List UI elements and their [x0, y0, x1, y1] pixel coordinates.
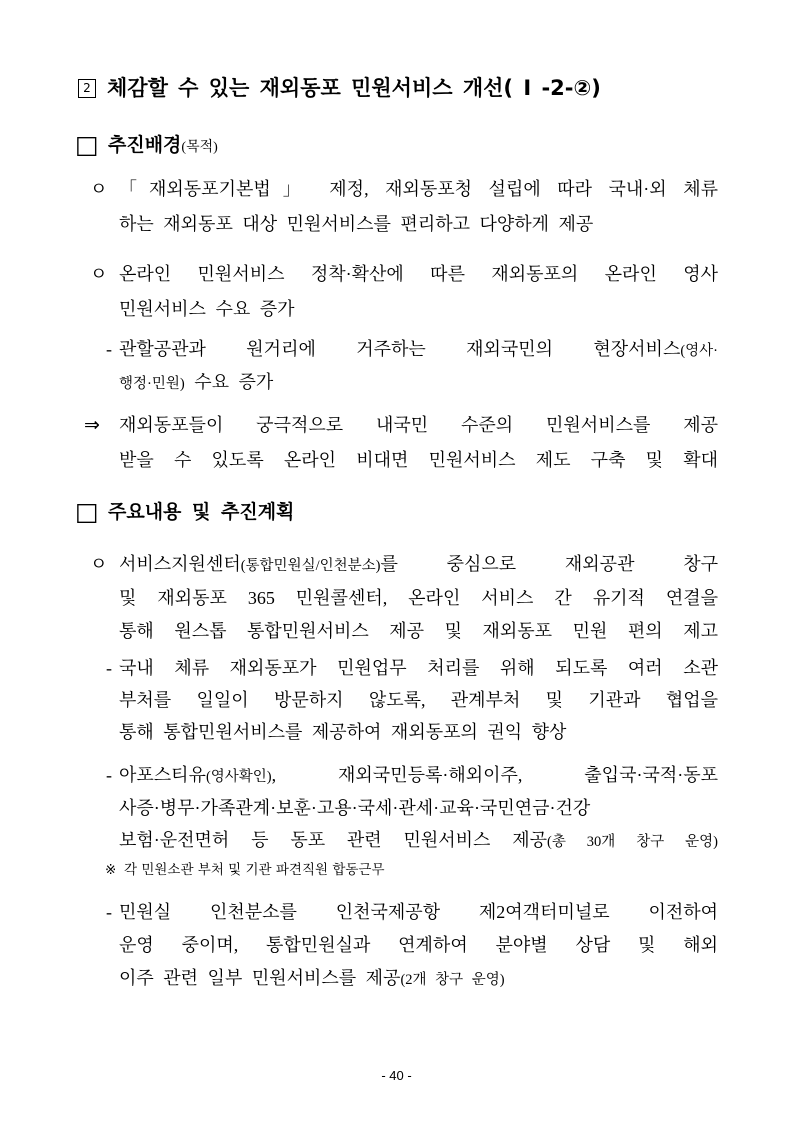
line-text: 아포스티유: [119, 765, 206, 785]
dash-bullet-icon: -: [106, 902, 112, 922]
line-text: 를 중심으로 재외공관 창구: [380, 554, 718, 574]
paragraph-line: 사증·병무·가족관계·보훈·고용·국세·관세·교육·국민연금·건강: [119, 797, 591, 818]
heading-title: 추진배경: [108, 134, 182, 156]
heading-title: 주요내용 및 추진계획: [108, 501, 295, 523]
line-note: (2개 창구 운영): [400, 972, 505, 988]
section-title: 체감할 수 있는 재외동포 민원서비스 개선( Ⅰ -2-②): [107, 76, 601, 100]
bullet-item: [0, 172, 793, 242]
dash-bullet-icon: -: [106, 765, 112, 785]
line-text: 관할공관과 원거리에 거주하는 재외국민의 현장서비스: [119, 339, 681, 359]
bullet-item: [0, 548, 793, 649]
line-text: 수요 증가: [184, 372, 274, 392]
dash-item: [0, 759, 793, 857]
reference-mark-icon: ※: [105, 862, 117, 878]
paragraph-line: [119, 759, 718, 792]
remark-note: [0, 858, 793, 882]
paragraph-line: 재외동포들이 궁극적으로 내국민 수준의 민원서비스를 제공: [119, 415, 718, 435]
circle-bullet-icon: ㅇ: [90, 179, 108, 199]
paragraph-line: 운영 중이며, 통합민원실과 연계하여 분야별 상담 및 해외: [119, 935, 718, 955]
section-number-box: 2: [78, 79, 96, 98]
paragraph-line: 국내 체류 재외동포가 민원업무 처리를 위해 되도록 여러 소관: [119, 658, 718, 678]
page-number: - 40 -: [381, 1068, 412, 1083]
remark-text: 각 민원소관 부처 및 기관 파견직원 합동근무: [124, 862, 385, 878]
paragraph-line: 민원서비스 수요 증가: [119, 299, 295, 319]
line-note: (통합민원실/인천분소): [240, 558, 381, 574]
line-text: , 재외국민등록·해외이주, 출입국·국적·동포: [271, 765, 718, 785]
line-note: (영사확인): [205, 769, 272, 785]
circle-bullet-icon: ㅇ: [90, 554, 108, 574]
conclusion-item: [0, 408, 793, 478]
paragraph-line: 「재외동포기본법」 제정, 재외동포청 설립에 따라 국내·외 체류: [119, 179, 718, 199]
line-text: 보험·운전면허 등 동포 관련 민원서비스 제공: [119, 830, 547, 850]
line-text: 이주 관련 일부 민원서비스를 제공: [119, 968, 401, 988]
heading-note: (목적): [181, 140, 218, 155]
paragraph-line: [119, 366, 718, 399]
paragraph-line: [119, 824, 718, 857]
paragraph-line: 및 재외동포 365 민원콜센터, 온라인 서비스 간 유기적 연결을: [119, 587, 718, 608]
paragraph-line: [119, 333, 718, 366]
paragraph-line: 부처를 일일이 방문하지 않도록, 관계부처 및 기관과 협업을: [119, 690, 718, 710]
dash-item: [0, 652, 793, 748]
circle-bullet-icon: ㅇ: [90, 264, 108, 284]
dash-bullet-icon: -: [106, 339, 112, 359]
line-note: (영사·: [680, 343, 718, 359]
line-text: 서비스지원센터: [119, 554, 241, 574]
paragraph-line: 받을 수 있도록 온라인 비대면 민원서비스 제도 구축 및 확대: [119, 450, 718, 470]
heading-plan: [0, 496, 793, 528]
bullet-item: [0, 257, 793, 327]
paragraph-line: 통해 통합민원서비스를 제공하여 재외동포의 권익 향상: [119, 722, 567, 742]
implies-arrow-icon: ⇒: [84, 414, 100, 436]
paragraph-line: 하는 재외동포 대상 민원서비스를 편리하고 다양하게 제공: [119, 214, 594, 234]
section-title-row: [0, 72, 793, 104]
heading-background: [0, 129, 793, 161]
dash-bullet-icon: -: [106, 658, 112, 678]
heading-square-icon: □: [75, 130, 99, 159]
line-note: (총 30개 창구 운영): [547, 834, 718, 850]
line-note: 행정·민원): [119, 376, 185, 392]
paragraph-line: [119, 548, 718, 582]
heading-square-icon: □: [75, 497, 99, 526]
paragraph-line: 민원실 인천분소를 인천국제공항 제2여객터미널로 이전하여: [119, 902, 718, 922]
dash-item: [0, 896, 793, 995]
dash-item: [0, 333, 793, 399]
paragraph-line: 통해 원스톱 통합민원서비스 제공 및 재외동포 민원 편의 제고: [119, 621, 718, 641]
paragraph-line: [119, 962, 718, 995]
paragraph-line: 온라인 민원서비스 정착·확산에 따른 재외동포의 온라인 영사: [119, 264, 718, 284]
